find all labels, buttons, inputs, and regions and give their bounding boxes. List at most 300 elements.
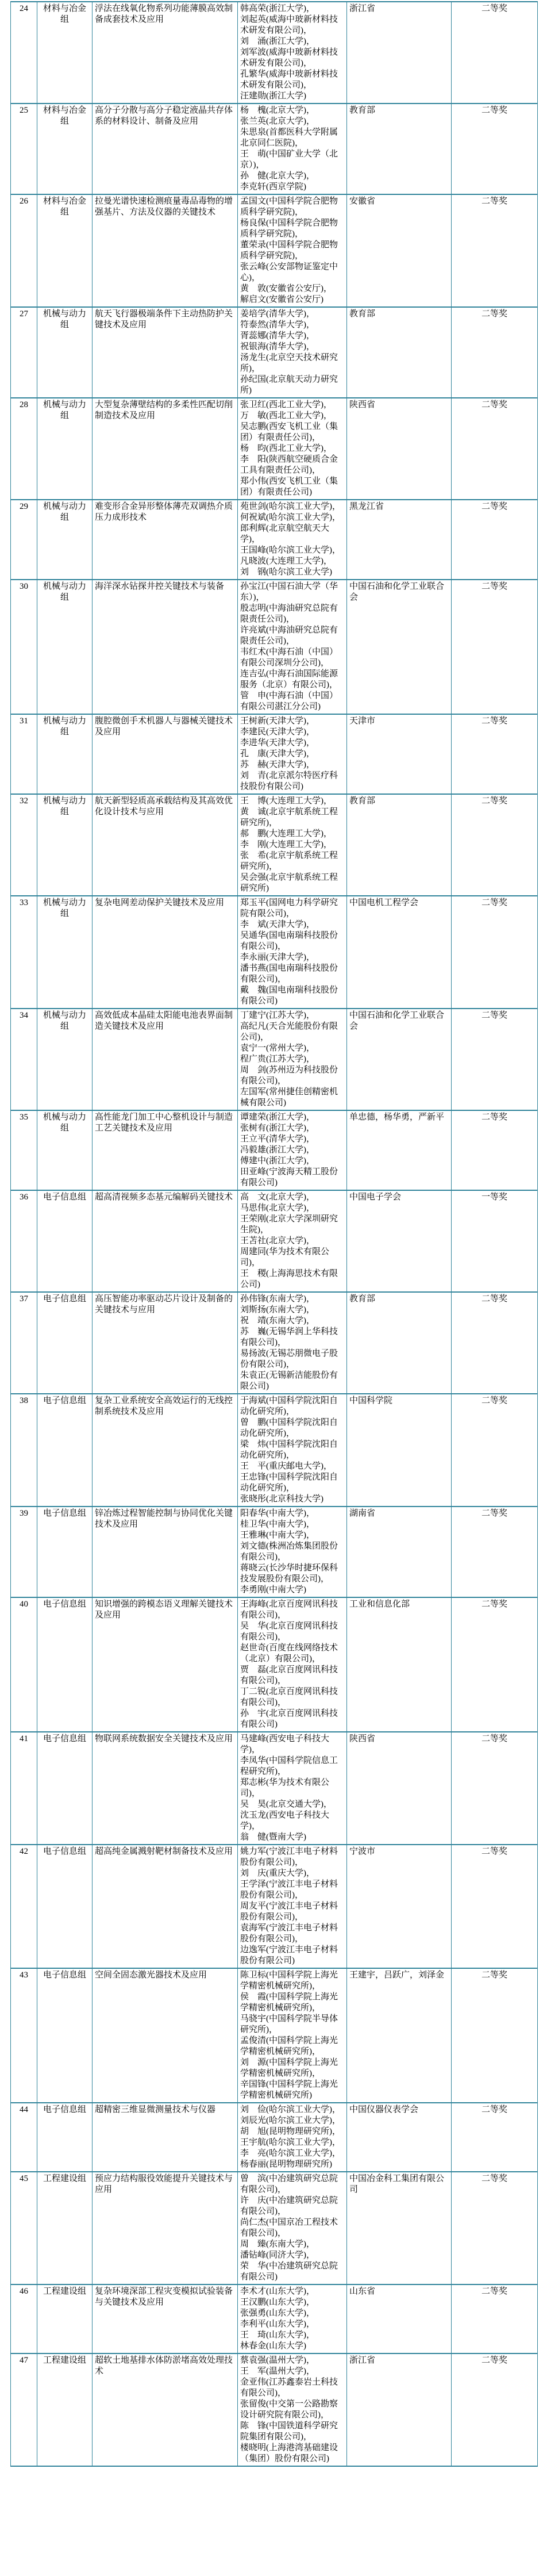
contributors-cell (238, 1394, 347, 1506)
nominator-cell: 中国冶金科工集团有限公司 (347, 2172, 452, 2284)
contributor: 凡晓波(大连理工大学)， (240, 557, 332, 566)
contributor: 姚力军(宁波江丰电子材料股份有限公司)， (240, 1847, 338, 1867)
award-level-cell: 二等奖 (452, 1597, 538, 1732)
award-level-cell: 二等奖 (452, 1968, 538, 2103)
contributors-cell (238, 194, 347, 307)
contributor: 曾 鹏(中国科学院沈阳自动化研究所)， (240, 1418, 338, 1438)
contributor: 孙宝江(中国石油大学（华东）)， (240, 582, 338, 602)
group-cell: 工程建设组 (37, 2353, 93, 2466)
contributor: 梁 炜(中国科学院沈阳自动化研究所)， (240, 1440, 338, 1460)
contributor: 郝 鹏(大连理工大学)， (240, 829, 332, 838)
contributor: 姜培学(清华大学)， (240, 309, 315, 319)
contributors-cell (238, 1292, 347, 1394)
contributors-cell (238, 1506, 347, 1597)
contributor: 李进华(天津大学)， (240, 738, 315, 747)
contributor: 王宇航(哈尔滨工业大学)， (240, 2138, 341, 2147)
award-level-cell: 二等奖 (452, 500, 538, 580)
contributor: 冯毅雄(浙江大学)， (240, 1145, 315, 1155)
contributor: 高 文(北京大学)， (240, 1193, 315, 1202)
group-cell: 电子信息组 (37, 1845, 93, 1968)
row-number-cell: 33 (11, 896, 37, 1009)
row-number-cell: 42 (11, 1845, 37, 1968)
contributor: 沈玉龙(西安电子科技大学)， (240, 1811, 329, 1831)
contributor: 王 稷(上海海思技术有限公司) (240, 1269, 338, 1289)
contributor: 张 希(北京宇航系统工程研究所)， (240, 851, 338, 871)
contributor: 杨 昀(西北工业大学)， (240, 444, 332, 453)
contributor: 谭建荣(浙江大学)， (240, 1113, 315, 1122)
table-row (11, 714, 538, 794)
contributor: 贾 磊(北京百度网讯科技有限公司)， (240, 1665, 338, 1685)
group-cell: 电子信息组 (37, 1506, 93, 1597)
contributor: 张强勇(山东大学)， (240, 2309, 315, 2318)
award-level-cell: 二等奖 (452, 2103, 538, 2172)
row-number-cell: 30 (11, 580, 37, 714)
contributor: 金亚伟(江苏鑫泰岩土科技有限公司)， (240, 2378, 338, 2398)
contributor: 左国军(常州捷佳创精密机械有限公司) (240, 1087, 338, 1107)
contributor: 刘 俭(哈尔滨工业大学)， (240, 2105, 341, 2114)
contributor: 郑志彬(华为技术有限公司)， (240, 1778, 329, 1798)
awards-table (10, 1, 538, 2467)
contributor: 李勇刚(中南大学) (240, 1585, 306, 1594)
row-number-cell: 32 (11, 794, 37, 896)
project-title-cell: 空间全固态激光器技术及应用 (93, 1968, 238, 2103)
contributor: 陈 锋(中国铁道科学研究院集团有限公司)， (240, 2421, 338, 2441)
contributor: 李利平(山东大学)， (240, 2320, 315, 2329)
group-cell: 机械与动力组 (37, 1009, 93, 1110)
group-cell: 机械与动力组 (37, 307, 93, 398)
table-row (11, 794, 538, 896)
project-title-cell: 拉曼光谱快速检测痕量毒品毒物的增强基片、方法及仪器的关键技术 (93, 194, 238, 307)
award-level-cell: 二等奖 (452, 2284, 538, 2353)
contributor: 王国峰(哈尔滨工业大学)， (240, 546, 341, 555)
project-title-cell: 复杂电网差动保护关键技术及应用 (93, 896, 238, 1009)
table-row (11, 307, 538, 398)
contributor: 郑玉平(国网电力科学研究院有限公司)， (240, 898, 338, 918)
contributor: 苏 巍(无锡华润上华科技有限公司)， (240, 1327, 338, 1347)
project-title-cell: 航天飞行器极端条件下主动热防护关键技术及应用 (93, 307, 238, 398)
contributor: 朱思泉(首都医科大学附属北京同仁医院)， (240, 128, 338, 148)
nominator-cell: 中国电机工程学会 (347, 896, 452, 1009)
group-cell: 工程建设组 (37, 2172, 93, 2284)
contributor: 汤龙生(北京空天技术研究所)， (240, 353, 338, 373)
contributor: 吴 华(北京百度网讯科技有限公司)， (240, 1621, 338, 1642)
contributors-cell (238, 1110, 347, 1190)
contributor: 刘 涌(浙江大学)， (240, 37, 315, 46)
contributor: 马建峰(西安电子科技大学)， (240, 1734, 329, 1754)
contributors-cell (238, 500, 347, 580)
row-number-cell: 26 (11, 194, 37, 307)
award-level-cell: 二等奖 (452, 580, 538, 714)
contributor: 李克轩(西京学院) (240, 182, 306, 191)
group-cell: 电子信息组 (37, 1292, 93, 1394)
contributor: 辛国锋(中国科学院上海光学精密机械研究所) (240, 2080, 338, 2100)
group-cell: 电子信息组 (37, 1597, 93, 1732)
table-row (11, 1009, 538, 1110)
nominator-cell: 中国科学院 (347, 1394, 452, 1506)
contributor: 杨 槐(北京大学)， (240, 106, 315, 115)
contributor: 刘起英(威海中玻新材料技术研发有限公司)， (240, 15, 338, 35)
contributor: 张兰英(北京大学)， (240, 117, 315, 126)
contributor: 高纪凡(天合光能股份有限公司)， (240, 1022, 338, 1042)
award-level-cell: 二等奖 (452, 307, 538, 398)
nominator-cell: 王建宇，吕跃广，刘泽金 (347, 1968, 452, 2103)
contributor: 周 臻(东南大学)， (240, 2240, 315, 2249)
awards-table-container (10, 1, 538, 2467)
project-title-cell: 预应力结构服役效能提升关键技术与应用 (93, 2172, 238, 2284)
contributor: 韩高荣(浙江大学)， (240, 4, 315, 13)
table-row (11, 500, 538, 580)
contributor: 戴 魏(国电南瑞科技股份有限公司) (240, 986, 338, 1006)
table-row (11, 1732, 538, 1845)
award-level-cell: 二等奖 (452, 1009, 538, 1110)
contributor: 王海峰(北京百度网讯科技有限公司)， (240, 1600, 338, 1620)
contributors-cell (238, 398, 347, 500)
contributor: 孙 宇(北京百度网讯科技有限公司) (240, 1709, 338, 1729)
nominator-cell: 教育部 (347, 1292, 452, 1394)
contributor: 李 斌(天津大学)， (240, 920, 315, 929)
contributor: 胥蕊娜(清华大学)， (240, 331, 315, 340)
row-number-cell: 37 (11, 1292, 37, 1394)
contributor: 杨春丽(昆明物理研究所) (240, 2160, 332, 2169)
contributor: 王 平(重庆邮电大学)， (240, 1462, 332, 1471)
group-cell: 材料与冶金组 (37, 2, 93, 103)
award-level-cell: 二等奖 (452, 1110, 538, 1190)
row-number-cell: 24 (11, 2, 37, 103)
contributor: 潘书燕(国电南瑞科技股份有限公司)， (240, 964, 338, 984)
project-title-cell: 海洋深水钻探井控关键技术与装备 (93, 580, 238, 714)
row-number-cell: 44 (11, 2103, 37, 2172)
group-cell: 机械与动力组 (37, 580, 93, 714)
award-level-cell: 二等奖 (452, 194, 538, 307)
row-number-cell: 36 (11, 1190, 37, 1292)
table-row (11, 896, 538, 1009)
contributor: 王 琦(山东大学)， (240, 2330, 315, 2340)
contributor: 刘 庆(重庆大学)， (240, 1869, 315, 1878)
row-number-cell: 31 (11, 714, 37, 794)
contributor: 楼晓明(上海港湾基础建设（集团）股份有限公司) (240, 2443, 338, 2463)
table-row (11, 2284, 538, 2353)
contributor: 孙伟锋(东南大学)， (240, 1294, 315, 1304)
contributor: 李 亮(哈尔滨工业大学)， (240, 2149, 341, 2158)
award-level-cell: 二等奖 (452, 2353, 538, 2466)
contributor: 吴 昊(北京交通大学)， (240, 1800, 332, 1809)
contributor: 易扬波(无锡芯朋微电子股份有限公司)， (240, 1349, 338, 1369)
group-cell: 机械与动力组 (37, 714, 93, 794)
contributors-cell (238, 1009, 347, 1110)
contributor: 王 军(温州大学)， (240, 2367, 315, 2376)
contributor: 祝银海(清华大学)， (240, 342, 315, 351)
group-cell: 工程建设组 (37, 2284, 93, 2353)
nominator-cell: 教育部 (347, 103, 452, 194)
contributors-cell (238, 2353, 347, 2466)
table-row (11, 2103, 538, 2172)
project-title-cell: 超精密三维显微测量技术与仪器 (93, 2103, 238, 2172)
contributor: 周 剑(苏州迈为科技股份有限公司)， (240, 1065, 338, 1086)
contributor: 许 庆(中冶建筑研究总院有限公司)， (240, 2196, 338, 2216)
award-level-cell: 一等奖 (452, 1190, 538, 1292)
nominator-cell: 教育部 (347, 307, 452, 398)
contributor: 王学泽(宁波江丰电子材料股份有限公司)， (240, 1880, 338, 1900)
group-cell: 电子信息组 (37, 1190, 93, 1292)
contributors-cell (238, 1597, 347, 1732)
contributors-cell (238, 1190, 347, 1292)
award-level-cell: 二等奖 (452, 714, 538, 794)
nominator-cell: 浙江省 (347, 2, 452, 103)
contributor: 郑小伟(西安飞机工业（集团）有限责任公司) (240, 477, 338, 497)
contributor: 汪建勋(浙江大学) (240, 91, 306, 101)
project-title-cell: 高分子分散与高分子稳定液晶共存体系的材料设计、制备及应用 (93, 103, 238, 194)
contributor: 王雅琳(中南大学)， (240, 1531, 315, 1540)
contributor: 桂卫华(中南大学)， (240, 1520, 315, 1529)
contributor: 胡 旭(昆明物理研究所)， (240, 2127, 341, 2136)
contributor: 孔繁华(威海中玻新材料技术研发有限公司)， (240, 70, 338, 90)
contributors-cell (238, 794, 347, 896)
contributor: 刘 钢(哈尔滨工业大学) (240, 568, 332, 577)
contributor: 王汉鹏(山东大学)， (240, 2298, 315, 2307)
project-title-cell: 浮法在线氧化物系列功能薄膜高效制备成套技术及应用 (93, 2, 238, 103)
table-row (11, 2172, 538, 2284)
group-cell: 电子信息组 (37, 1968, 93, 2103)
award-level-cell: 二等奖 (452, 1845, 538, 1968)
nominator-cell: 单忠德，杨华勇，严新平 (347, 1110, 452, 1190)
contributor: 侯 霞(中国科学院上海光学精密机械研究所)， (240, 1992, 338, 2012)
contributor: 孟俊清(中国科学院上海光学精密机械研究所)， (240, 2036, 338, 2056)
row-number-cell: 28 (11, 398, 37, 500)
table-row (11, 1968, 538, 2103)
contributor: 王树新(天津大学)， (240, 716, 315, 726)
contributor: 管 申(中海石油（中国）有限公司湛江分公司) (240, 691, 338, 711)
nominator-cell: 宁波市 (347, 1845, 452, 1968)
contributor: 周建同(华为技术有限公司)， (240, 1247, 329, 1267)
contributor: 吴通华(国电南瑞科技股份有限公司)， (240, 931, 338, 951)
nominator-cell: 中国石油和化学工业联合会 (347, 1009, 452, 1110)
row-number-cell: 41 (11, 1732, 37, 1845)
group-cell: 机械与动力组 (37, 398, 93, 500)
table-row (11, 398, 538, 500)
contributor: 刘军波(威海中玻新材料技术研发有限公司)， (240, 48, 338, 68)
contributor: 马思伟(北京大学)， (240, 1203, 315, 1213)
contributor: 阳春华(中南大学)， (240, 1509, 315, 1518)
project-title-cell: 难变形合金异形整体薄壳双调热介质压力成形技术 (93, 500, 238, 580)
group-cell: 电子信息组 (37, 1732, 93, 1845)
contributor: 王 萌(中国矿业大学（北京）)， (240, 150, 338, 170)
row-number-cell: 43 (11, 1968, 37, 2103)
contributor: 陈卫标(中国科学院上海光学精密机械研究所)， (240, 1971, 338, 1991)
nominator-cell: 中国仪器仪表学会 (347, 2103, 452, 2172)
contributor: 王立平(清华大学)， (240, 1134, 315, 1144)
nominator-cell: 天津市 (347, 714, 452, 794)
contributor: 李永丽(天津大学)， (240, 953, 315, 962)
row-number-cell: 35 (11, 1110, 37, 1190)
contributor: 丁二锐(北京百度网讯科技有限公司)， (240, 1687, 338, 1707)
nominator-cell: 山东省 (347, 2284, 452, 2353)
contributor: 吴会强(北京宇航系统工程研究所) (240, 873, 338, 893)
contributor: 于海斌(中国科学院沈阳自动化研究所)， (240, 1396, 338, 1416)
contributor: 傅建中(浙江大学)， (240, 1156, 315, 1166)
contributor: 苏 赫(天津大学)， (240, 760, 315, 769)
contributor: 潘钻峰(同济大学)， (240, 2251, 315, 2260)
award-level-cell: 二等奖 (452, 1732, 538, 1845)
contributors-cell (238, 103, 347, 194)
contributor: 黄 诚(北京宇航系统工程研究所)， (240, 807, 338, 827)
row-number-cell: 45 (11, 2172, 37, 2284)
nominator-cell: 教育部 (347, 794, 452, 896)
contributor: 韦红术(中海石油（中国）有限公司深圳分公司)， (240, 647, 338, 668)
contributor: 边逸军(宁波江丰电子材料股份有限公司) (240, 1945, 338, 1965)
contributor: 翁 健(暨南大学) (240, 1833, 306, 1842)
row-number-cell: 27 (11, 307, 37, 398)
contributor: 周友平(宁波江丰电子材料股份有限公司)， (240, 1902, 338, 1922)
contributor: 李术才(山东大学)， (240, 2287, 315, 2296)
project-title-cell: 物联网系统数据安全关键技术及应用 (93, 1732, 238, 1845)
contributor: 马骁宇(中国科学院半导体研究所)， (240, 2014, 338, 2034)
contributor: 王荣刚(北京大学深圳研究生院)， (240, 1214, 338, 1235)
project-title-cell: 超软土地基排水体防淤堵高效处理技术 (93, 2353, 238, 2466)
contributor: 黄 敦(安徽省公安厅)， (240, 284, 332, 293)
row-number-cell: 25 (11, 103, 37, 194)
row-number-cell: 34 (11, 1009, 37, 1110)
row-number-cell: 46 (11, 2284, 37, 2353)
table-row (11, 1506, 538, 1597)
project-title-cell: 大型复杂薄壁结构的多柔性匹配切削制造技术及应用 (93, 398, 238, 500)
group-cell: 机械与动力组 (37, 1110, 93, 1190)
project-title-cell: 高性能龙门加工中心整机设计与制造工艺关键技术及应用 (93, 1110, 238, 1190)
contributor: 王苫社(北京大学)， (240, 1236, 315, 1245)
contributor: 吴志鹏(西安飞机工业（集团）有限责任公司)， (240, 422, 338, 442)
contributor: 刘辰光(哈尔滨工业大学)， (240, 2116, 341, 2125)
nominator-cell: 安徽省 (347, 194, 452, 307)
contributors-cell (238, 2284, 347, 2353)
project-title-cell: 超高纯金属溅射靶材制备技术及应用 (93, 1845, 238, 1968)
contributor: 蒋晓云(长沙华时捷环保科技发展股份有限公司)， (240, 1563, 338, 1584)
contributor: 苑世剑(哈尔滨工业大学)， (240, 502, 341, 511)
table-row (11, 1597, 538, 1732)
row-number-cell: 29 (11, 500, 37, 580)
nominator-cell: 浙江省 (347, 2353, 452, 2466)
contributor: 孙 健(北京大学)， (240, 171, 315, 181)
award-level-cell: 二等奖 (452, 1394, 538, 1506)
group-cell: 机械与动力组 (37, 896, 93, 1009)
contributor: 孟国文(中国科学院合肥物质科学研究院)， (240, 197, 338, 217)
table-row (11, 580, 538, 714)
row-number-cell: 47 (11, 2353, 37, 2466)
project-title-cell: 复杂环境深部工程灾变模拟试验装备与关键技术及应用 (93, 2284, 238, 2353)
table-row (11, 2, 538, 103)
contributor: 林春金(山东大学) (240, 2341, 306, 2351)
awards-table-body (11, 2, 538, 2466)
award-level-cell: 二等奖 (452, 794, 538, 896)
row-number-cell: 40 (11, 1597, 37, 1732)
contributor: 万 敏(西北工业大学)， (240, 411, 332, 420)
contributor: 张晓彤(北京科技大学) (240, 1494, 323, 1504)
project-title-cell: 知识增强的跨模态语义理解关键技术及应用 (93, 1597, 238, 1732)
contributor: 尚仁杰(中国京冶工程技术有限公司)， (240, 2218, 338, 2238)
contributor: 杨良保(中国科学院合肥物质科学研究院)， (240, 218, 338, 239)
nominator-cell: 中国电子学会 (347, 1190, 452, 1292)
nominator-cell: 黑龙江省 (347, 500, 452, 580)
contributor: 王 博(大连理工大学)， (240, 796, 332, 806)
contributor: 孔 康(天津大学)， (240, 749, 315, 758)
nominator-cell: 中国石油和化学工业联合会 (347, 580, 452, 714)
award-level-cell: 二等奖 (452, 2172, 538, 2284)
contributor: 孙纪国(北京航天动力研究所) (240, 375, 338, 395)
contributors-cell (238, 580, 347, 714)
award-level-cell: 二等奖 (452, 896, 538, 1009)
contributor: 李建民(天津大学)， (240, 727, 315, 737)
contributor: 田亚峰(宁波海天精工股份有限公司) (240, 1167, 338, 1187)
contributor: 刘斯扬(东南大学)， (240, 1305, 315, 1314)
project-title-cell: 高效低成本晶硅太阳能电池表界面制造关键技术及应用 (93, 1009, 238, 1110)
nominator-cell: 湖南省 (347, 1506, 452, 1597)
contributor: 连吉弘(中海石油国际能源服务（北京）有限公司)， (240, 669, 338, 689)
contributors-cell (238, 2, 347, 103)
contributor: 殷志明(中海油研究总院有限责任公司)， (240, 604, 338, 624)
table-row (11, 1110, 538, 1190)
project-title-cell: 超高清视频多态基元编解码关键技术 (93, 1190, 238, 1292)
table-row (11, 1190, 538, 1292)
bottom-whitespace (0, 2567, 547, 2576)
award-level-cell: 二等奖 (452, 398, 538, 500)
table-row (11, 2353, 538, 2466)
nominator-cell: 陕西省 (347, 1732, 452, 1845)
group-cell: 材料与冶金组 (37, 194, 93, 307)
project-title-cell: 航天新型轻质高承载结构及其高效优化设计技术与应用 (93, 794, 238, 896)
contributor: 程广贵(江苏大学)， (240, 1055, 315, 1064)
contributor: 张云峰(公安部物证鉴定中心)， (240, 262, 338, 282)
contributor: 许亮斌(中海油研究总院有限责任公司)， (240, 626, 338, 646)
project-title-cell: 腹腔微创手术机器人与器械关键技术及应用 (93, 714, 238, 794)
contributor: 李凤华(中国科学院信息工程研究所)， (240, 1756, 338, 1776)
group-cell: 机械与动力组 (37, 794, 93, 896)
award-level-cell: 二等奖 (452, 103, 538, 194)
contributors-cell (238, 1732, 347, 1845)
contributors-cell (238, 2103, 347, 2172)
project-title-cell: 锌冶炼过程智能控制与协同优化关键技术及应用 (93, 1506, 238, 1597)
contributors-cell (238, 896, 347, 1009)
contributor: 刘文德(株洲冶炼集团股份有限公司)， (240, 1542, 338, 1562)
contributor: 董荣录(中国科学院合肥物质科学研究院)， (240, 240, 338, 260)
contributor: 解启文(安徽省公安厅) (240, 295, 323, 304)
contributor: 王忠锋(中国科学院沈阳自动化研究所)， (240, 1473, 338, 1493)
group-cell: 电子信息组 (37, 2103, 93, 2172)
contributor: 符泰然(清华大学)， (240, 320, 315, 329)
contributor: 张留俊(中交第一公路勘察设计研究院有限公司)， (240, 2399, 338, 2420)
group-cell: 材料与冶金组 (37, 103, 93, 194)
contributors-cell (238, 714, 347, 794)
row-number-cell: 38 (11, 1394, 37, 1506)
contributor: 李 阳(陕西航空硬质合金工具有限责任公司)， (240, 455, 338, 475)
table-row (11, 1292, 538, 1394)
contributor: 丁建宁(江苏大学)， (240, 1011, 315, 1020)
contributor: 祝 靖(东南大学)， (240, 1316, 315, 1325)
table-row (11, 1845, 538, 1968)
contributor: 赵世奇(百度在线网络技术（北京）有限公司)， (240, 1643, 338, 1663)
table-row (11, 194, 538, 307)
nominator-cell: 工业和信息化部 (347, 1597, 452, 1732)
contributor: 何祝斌(哈尔滨工业大学)， (240, 513, 341, 522)
contributors-cell (238, 1968, 347, 2103)
award-level-cell: 二等奖 (452, 1292, 538, 1394)
project-title-cell: 高压智能功率驱动芯片设计及制备的关键技术与应用 (93, 1292, 238, 1394)
group-cell: 机械与动力组 (37, 500, 93, 580)
contributors-cell (238, 2172, 347, 2284)
award-level-cell: 二等奖 (452, 2, 538, 103)
contributor: 李 刚(大连理工大学)， (240, 840, 332, 849)
contributor: 曾 滨(中冶建筑研究总院有限公司)， (240, 2174, 338, 2194)
contributor: 袁海军(宁波江丰电子材料股份有限公司)， (240, 1923, 338, 1943)
contributors-cell (238, 307, 347, 398)
contributor: 郎利辉(北京航空航天大学)， (240, 524, 329, 544)
